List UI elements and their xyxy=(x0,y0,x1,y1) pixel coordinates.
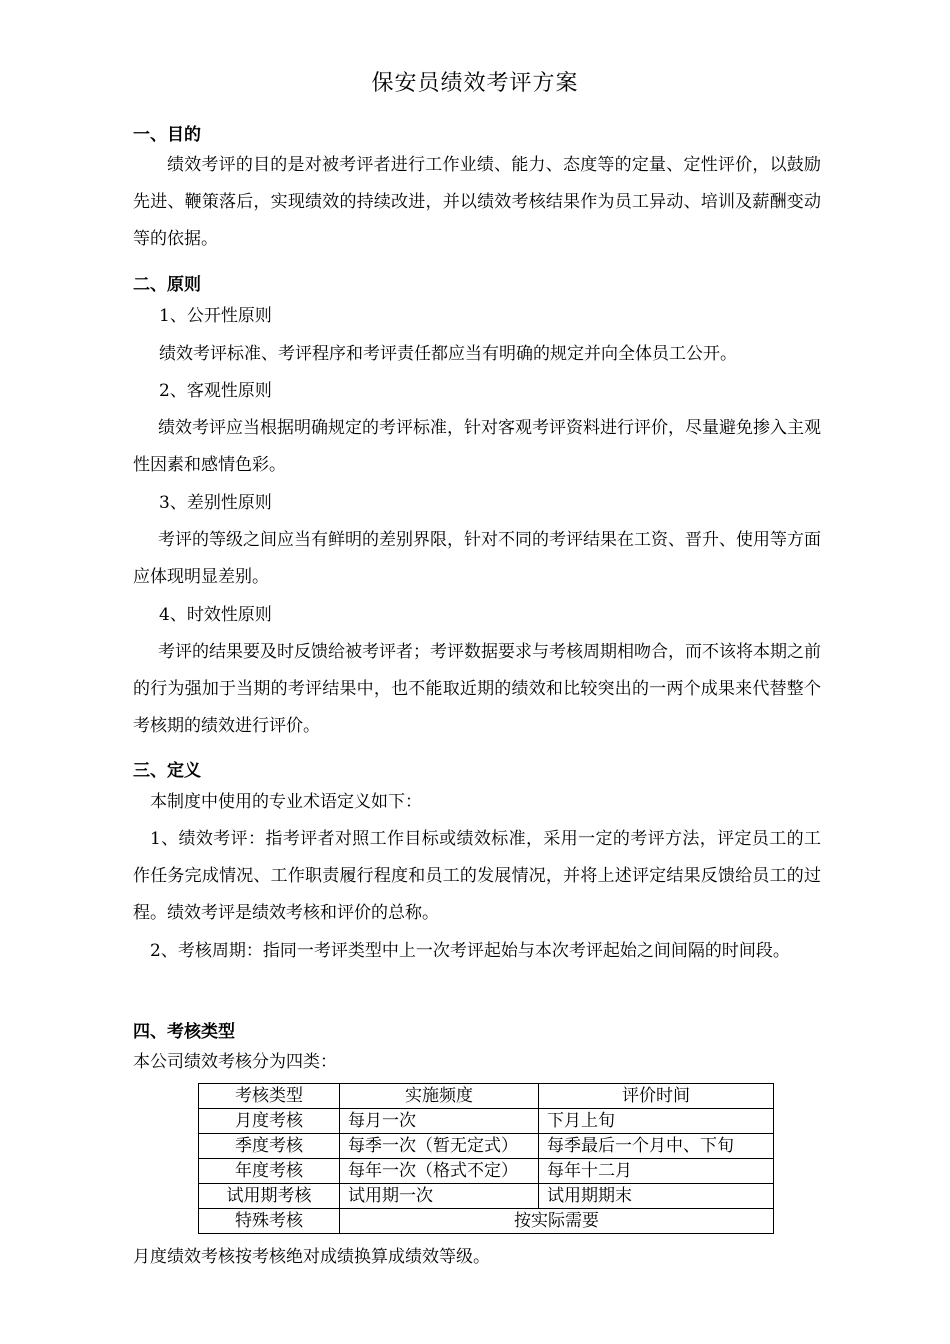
table-cell: 试用期期末 xyxy=(539,1184,774,1209)
principle-text-1: 绩效考评标准、考评程序和考评责任都应当有明确的规定并向全体员工公开。 xyxy=(159,344,737,364)
principle-text-4: 考评的结果要及时反馈给被考评者；考评数据要求与考核周期相吻合，而不该将本期之前的行为强加于当期的考评结果中，也不能取近期的绩效和比较突出的一两个成果来代替整个考核期的绩效进行评价。 xyxy=(133,642,821,736)
types-footer-note: 月度绩效考核按考核绝对成绩换算成绩效等级。 xyxy=(133,1247,490,1267)
table-cell: 年度考核 xyxy=(199,1159,340,1184)
table-header-cell: 考核类型 xyxy=(199,1084,340,1109)
table-row xyxy=(199,1159,774,1184)
definition-performance-appraisal: 1、绩效考评：指考评者对照工作目标或绩效标准，采用一定的考评方法，评定员工的工作任务完成情况、工作职责履行程度和员工的发展情况，并将上述评定结果反馈给员工的过程。绩效考评是绩效考核和评价的总称。 xyxy=(133,829,821,923)
principle-title-3: 3、差别性原则 xyxy=(159,493,272,513)
table-cell: 每年十二月 xyxy=(539,1159,774,1184)
table-header-row xyxy=(199,1084,774,1109)
types-intro: 本公司绩效考核分为四类： xyxy=(133,1052,337,1072)
table-cell: 月度考核 xyxy=(199,1109,340,1134)
table-cell: 季度考核 xyxy=(199,1134,340,1159)
appraisal-types-table xyxy=(198,1083,774,1234)
table-cell: 每年一次（格式不定） xyxy=(340,1159,539,1184)
table-cell: 每季最后一个月中、下旬 xyxy=(539,1134,774,1159)
document-title: 保安员绩效考评方案 xyxy=(371,71,579,96)
table-header-cell: 实施频度 xyxy=(340,1084,539,1109)
table-cell: 试用期考核 xyxy=(199,1184,340,1209)
purpose-paragraph: 绩效考评的目的是对被考评者进行工作业绩、能力、态度等的定量、定性评价，以鼓励先进、鞭策落后，实现绩效的持续改进，并以绩效考核结果作为员工异动、培训及薪酬变动等的依据。 xyxy=(133,155,821,249)
table-cell-merged: 按实际需要 xyxy=(340,1209,774,1234)
table-header-cell: 评价时间 xyxy=(539,1084,774,1109)
table-cell: 每季一次（暂无定式） xyxy=(340,1134,539,1159)
section-heading-types: 四、考核类型 xyxy=(133,1022,235,1042)
table-row xyxy=(199,1184,774,1209)
table-row xyxy=(199,1209,774,1234)
section-heading-definitions: 三、定义 xyxy=(133,761,201,781)
principle-title-4: 4、时效性原则 xyxy=(159,605,272,625)
principle-text-2: 绩效考评应当根据明确规定的考评标准，针对客观考评资料进行评价，尽量避免掺入主观性因素和感情色彩。 xyxy=(133,418,821,475)
principle-title-1: 1、公开性原则 xyxy=(159,306,272,326)
principle-text-3: 考评的等级之间应当有鲜明的差别界限，针对不同的考评结果在工资、晋升、使用等方面应体现明显差别。 xyxy=(133,530,821,587)
table-cell: 特殊考核 xyxy=(199,1209,340,1234)
table-row xyxy=(199,1109,774,1134)
table-cell: 试用期一次 xyxy=(340,1184,539,1209)
principle-title-2: 2、客观性原则 xyxy=(159,381,272,401)
table-cell: 每月一次 xyxy=(340,1109,539,1134)
section-heading-principles: 二、原则 xyxy=(133,275,201,295)
table-row xyxy=(199,1134,774,1159)
section-heading-purpose: 一、目的 xyxy=(133,125,201,145)
definitions-intro: 本制度中使用的专业术语定义如下： xyxy=(150,792,422,812)
table-cell: 下月上旬 xyxy=(539,1109,774,1134)
definition-appraisal-cycle: 2、考核周期：指同一考评类型中上一次考评起始与本次考评起始之间间隔的时间段。 xyxy=(150,941,790,961)
